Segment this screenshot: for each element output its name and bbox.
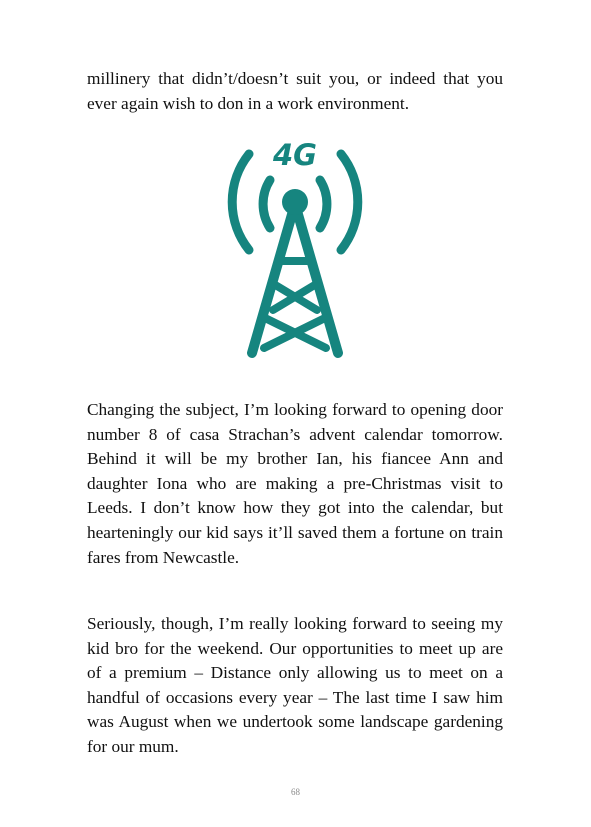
paragraph-changing-subject: Changing the subject, I’m looking forward to opening door number 8 of casa Strachan’s advent calendar tomorrow. Behind it will be my brother Ian, his fiancee Ann and daughter Iona who are making a pre-Christmas visit to Leeds. I don’t know how they got into the calendar, but hearteningly our kid says it’ll saved them a fortune on train fares from Newcastle. — [87, 400, 503, 567]
tower-brace-upper — [272, 283, 318, 310]
antenna-node — [282, 189, 308, 215]
signal-wave-inner-right — [320, 180, 327, 228]
signal-wave-outer-left — [232, 154, 249, 250]
tower-brace-lower — [264, 318, 326, 348]
signal-wave-inner-left — [263, 180, 270, 228]
4g-label: 4G — [273, 138, 317, 172]
4g-tower-icon — [220, 138, 370, 363]
paragraph-seriously: Seriously, though, I’m really looking forward to seeing my kid bro for the weekend. Our opportunities to meet up are of a premium – Distance only allowing us to meet on a handful of occasions every year – The last time I saw him was August when we undertook some landscape gardening for our mum. — [87, 614, 503, 756]
paragraph-millinery: millinery that didn’t/doesn’t suit you, or indeed that you ever again wish to don in a work environment. — [87, 69, 503, 113]
page-number: 68 — [291, 787, 300, 797]
signal-wave-outer-right — [341, 154, 358, 250]
